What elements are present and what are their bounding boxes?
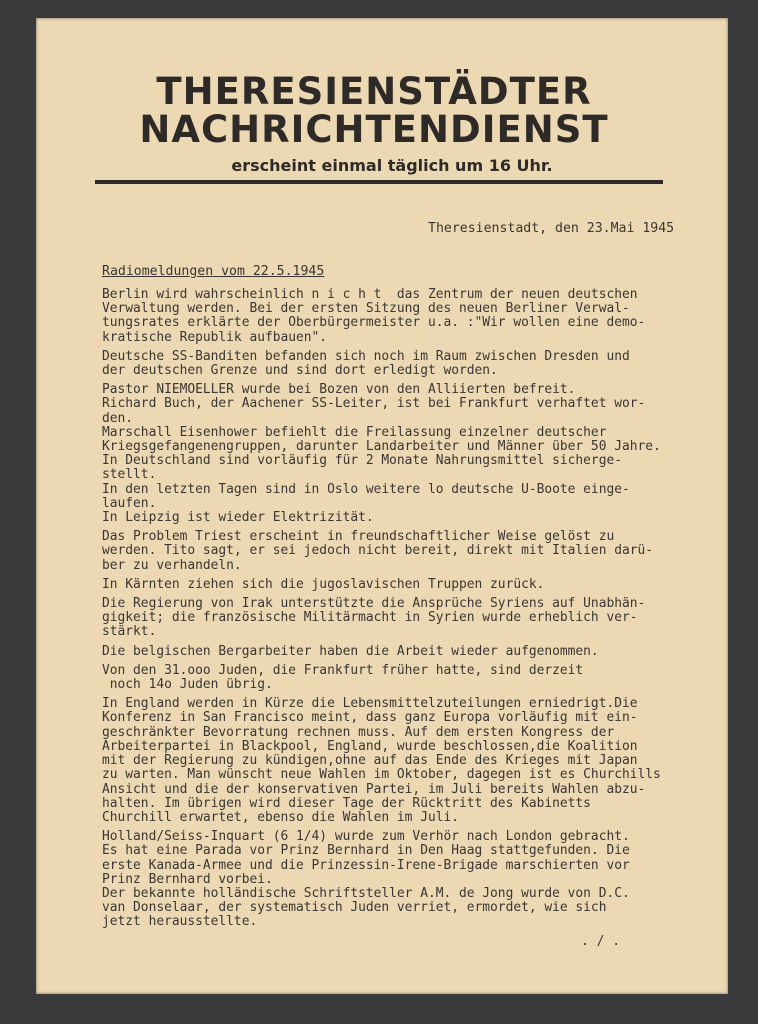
news-paragraph — [102, 578, 722, 592]
news-paragraph — [102, 383, 722, 525]
text-line: Berlin wird wahrscheinlich n i c h t das Zentrum der neuen deutschen — [102, 287, 638, 302]
text-line: der deutschen Grenze und sind dort erledigt worden. — [102, 363, 498, 379]
news-paragraph — [102, 697, 722, 825]
text-line: ber zu verhandeln. — [102, 557, 242, 573]
text-line: mit der Regierung zu kündigen,ohne auf das Ende des Krieges mit Japan — [102, 753, 638, 769]
text-line: tungsrates erklärte der Oberbürgermeister u.a. :"Wir wollen eine demo- — [102, 315, 646, 331]
text-line: kratische Republik aufbauen". — [102, 329, 328, 345]
text-line: gigkeit; die französische Militärmacht in Syrien wurde erheblich ver- — [102, 610, 638, 626]
text-line: Die Regierung von Irak unterstützte die Ansprüche Syriens auf Unabhän- — [102, 596, 646, 612]
text-line: Die belgischen Bergarbeiter haben die Arbeit wieder aufgenommen. — [102, 643, 599, 659]
masthead-title-line-2: NACHRICHTENDIENST — [139, 108, 609, 151]
text-line: In Leipzig ist wieder Elektrizität. — [102, 510, 374, 526]
text-line: In Kärnten ziehen sich die jugoslavischen Truppen zurück. — [102, 576, 545, 592]
text-line: Ansicht und die der konservativen Partei, im Juli bereits Wahlen abzu- — [102, 781, 646, 797]
text-line: den. — [102, 410, 134, 426]
text-line: Kriegsgefangenengruppen, darunter Landarbeiter und Männer über 50 Jahre. — [102, 439, 661, 455]
news-paragraph — [102, 350, 722, 378]
text-line: Verwaltung werden. Bei der ersten Sitzung des neuen Berliner Verwal- — [102, 301, 630, 317]
news-paragraph — [102, 597, 722, 640]
newsletter-page — [36, 18, 728, 994]
news-body — [102, 288, 722, 935]
news-paragraph — [102, 645, 722, 659]
text-line: In England werden in Kürze die Lebensmittelzuteilungen erniedrigt.Die — [102, 696, 638, 712]
continuation-mark: . / . — [581, 934, 621, 949]
masthead-rule — [95, 180, 663, 184]
dateline: Theresienstadt, den 23.Mai 1945 — [428, 221, 675, 236]
text-line: In den letzten Tagen sind in Oslo weitere lo deutsche U-Boote einge- — [102, 481, 630, 497]
masthead-title-line-1: THERESIENSTÄDTER — [156, 70, 592, 113]
news-paragraph — [102, 664, 722, 692]
news-paragraph — [102, 530, 722, 573]
text-line: zu warten. Man wünscht neue Wahlen im Oktober, dagegen ist es Churchills — [102, 767, 661, 783]
text-line: noch 14o Juden übrig. — [102, 677, 273, 693]
text-line: erste Kanada-Armee und die Prinzessin-Irene-Brigade marschierten vor — [102, 857, 630, 873]
text-line: Holland/Seiss-Inquart (6 1/4) wurde zum Verhör nach London gebracht. — [102, 829, 630, 845]
text-line: Richard Buch, der Aachener SS-Leiter, ist bei Frankfurt verhaftet wor- — [102, 396, 646, 412]
text-line: Das Problem Triest erscheint in freundschaftlicher Weise gelöst zu — [102, 529, 615, 545]
text-line: Arbeiterpartei in Blackpool, England, wurde beschlossen,die Koalition — [102, 738, 638, 754]
text-line: stellt. — [102, 467, 157, 483]
news-paragraph — [102, 288, 722, 345]
text-line: jetzt herausstellte. — [102, 914, 258, 930]
text-line: halten. Im übrigen wird dieser Tage der Rücktritt des Kabinetts — [102, 795, 591, 811]
section-heading: Radiomeldungen vom 22.5.1945 — [102, 264, 325, 279]
text-line: Der bekannte holländische Schriftsteller A.M. de Jong wurde von D.C. — [102, 885, 630, 901]
masthead-subline: erscheint einmal täglich um 16 Uhr. — [231, 156, 553, 175]
text-line: van Donselaar, der systematisch Juden verriet, ermordet, wie sich — [102, 900, 607, 916]
news-paragraph — [102, 830, 722, 929]
text-line: Prinz Bernhard vorbei. — [102, 871, 273, 887]
text-line: werden. Tito sagt, er sei jedoch nicht bereit, direkt mit Italien darü- — [102, 543, 654, 559]
text-line: stärkt. — [102, 624, 157, 640]
text-line: Marschall Eisenhower befiehlt die Freilassung einzelner deutscher — [102, 424, 607, 440]
text-line: Es hat eine Parada vor Prinz Bernhard in Den Haag stattgefunden. Die — [102, 843, 630, 859]
text-line: In Deutschland sind vorläufig für 2 Monate Nahrungsmittel sicherge- — [102, 453, 622, 469]
text-line: laufen. — [102, 495, 157, 511]
text-line: Pastor NIEMOELLER wurde bei Bozen von den Alliierten befreit. — [102, 382, 576, 398]
text-line: geschränkter Bevorratung rechnen muss. Auf dem ersten Kongress der — [102, 724, 615, 740]
text-line: Konferenz in San Francisco meint, dass ganz Europa vorläufig mit ein- — [102, 710, 638, 726]
text-line: Churchill erwartet, ebenso die Wahlen im Juli. — [102, 809, 459, 825]
text-line: Deutsche SS-Banditen befanden sich noch im Raum zwischen Dresden und — [102, 348, 630, 364]
text-line: Von den 31.ooo Juden, die Frankfurt früher hatte, sind derzeit — [102, 662, 584, 678]
